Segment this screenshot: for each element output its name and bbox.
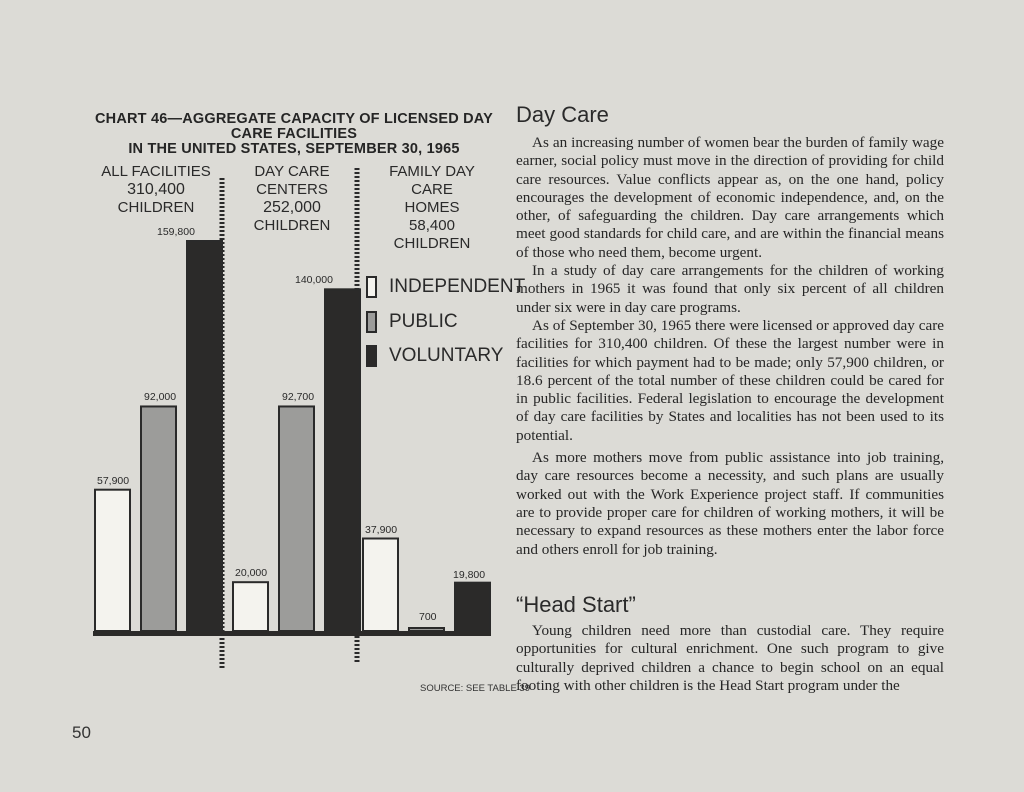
bar-public	[409, 628, 444, 631]
bar-value-label: 37,900	[365, 523, 398, 536]
group-count: 252,000	[263, 199, 321, 216]
group-count: 310,400	[127, 181, 185, 198]
group-unit: CHILDREN	[253, 217, 331, 234]
legend-label-independent: INDEPENDENT	[389, 276, 526, 297]
paragraph: Young children need more than custodial care. They require opportunities for cultural enrichment. One such program to give culturally deprived children a chance to begin school on an equal footing with other children is the Head Start program under the	[516, 622, 944, 694]
chart-title-line-2: IN THE UNITED STATES, SEPTEMBER 30, 1965	[128, 141, 460, 157]
group-title: DAY CARE CENTERS	[254, 163, 330, 198]
section-heading-day-care: Day Care	[516, 102, 609, 127]
legend-label-voluntary: VOLUNTARY	[389, 345, 504, 366]
body-text-day-care	[516, 134, 944, 559]
legend-item-independent	[366, 276, 525, 298]
group-unit: CHILDREN	[393, 235, 471, 252]
bar-public	[279, 406, 314, 631]
legend-swatch-public	[366, 311, 377, 333]
page-number: 50	[72, 723, 91, 742]
legend-swatch-independent	[366, 276, 377, 298]
group-title: FAMILY DAY CARE	[389, 163, 475, 198]
bar-voluntary	[187, 241, 222, 631]
group-subtitle: HOMES	[404, 199, 460, 216]
bar-value-label: 700	[419, 611, 437, 623]
group-count: 58,400	[409, 217, 455, 234]
paragraph: As more mothers move from public assistance into job training, day care resources become a necessity, and such plans are usually worked out with the Work Experience project staff. If communities are to provide proper care for children of working mothers, it will be necessary to expand resources as these mothers enter the labor force and others enroll for job training.	[516, 449, 944, 558]
bar-value-label: 20,000	[235, 567, 268, 580]
chart-title-line-1: CHART 46—AGGREGATE CAPACITY OF LICENSED DAY CARE FACILITIES	[95, 111, 493, 142]
paragraph: As of September 30, 1965 there were licensed or approved day care facilities for 310,400 children. Of these the largest number were in facilities for which payment had to be made; only 57,900 children, or 18.6 percent of the total number of these children could be cared for in public facilities. Federal legislation to encourage the development of day care facilities by States and localities has not been used to its potential.	[516, 316, 944, 444]
legend-item-public	[366, 311, 458, 333]
bar-independent	[363, 539, 398, 631]
bar-value-label: 92,000	[144, 391, 177, 404]
legend-label-public: PUBLIC	[389, 311, 458, 332]
paragraph: As an increasing number of women bear the burden of family wage earner, social policy must move in the direction of providing for child care resources. Value conflicts appear as, on the one hand, policy encourages the development of economic independence, and, on the other, of safeguarding the children. Day care arrangements which meet good standards for child care, and are within the financial means of those who need them, become urgent.	[516, 134, 944, 261]
bar-independent	[233, 582, 268, 631]
bar-voluntary	[325, 289, 360, 631]
bar-independent	[95, 490, 130, 631]
group-title: ALL FACILITIES	[101, 163, 211, 180]
bar-value-label: 140,000	[295, 274, 333, 287]
bar-value-label: 57,900	[97, 474, 130, 487]
legend-swatch-voluntary	[366, 345, 377, 367]
legend-item-voluntary	[366, 345, 503, 367]
baseline	[93, 631, 491, 636]
chart-source: SOURCE: SEE TABLE 39	[420, 683, 530, 694]
bar-public	[141, 406, 176, 631]
paragraph: In a study of day care arrangements for the children of working mothers in 1965 it was found that only six percent of all children under six were in day care programs.	[516, 262, 944, 316]
group-unit: CHILDREN	[117, 199, 195, 216]
bar-voluntary	[455, 583, 490, 631]
bar-value-label: 92,700	[282, 391, 315, 404]
body-text-head-start	[516, 622, 944, 695]
bar-value-label: 159,800	[157, 226, 195, 238]
bars	[95, 241, 490, 631]
section-heading-head-start: “Head Start”	[516, 592, 636, 617]
bar-value-label: 19,800	[453, 568, 486, 581]
